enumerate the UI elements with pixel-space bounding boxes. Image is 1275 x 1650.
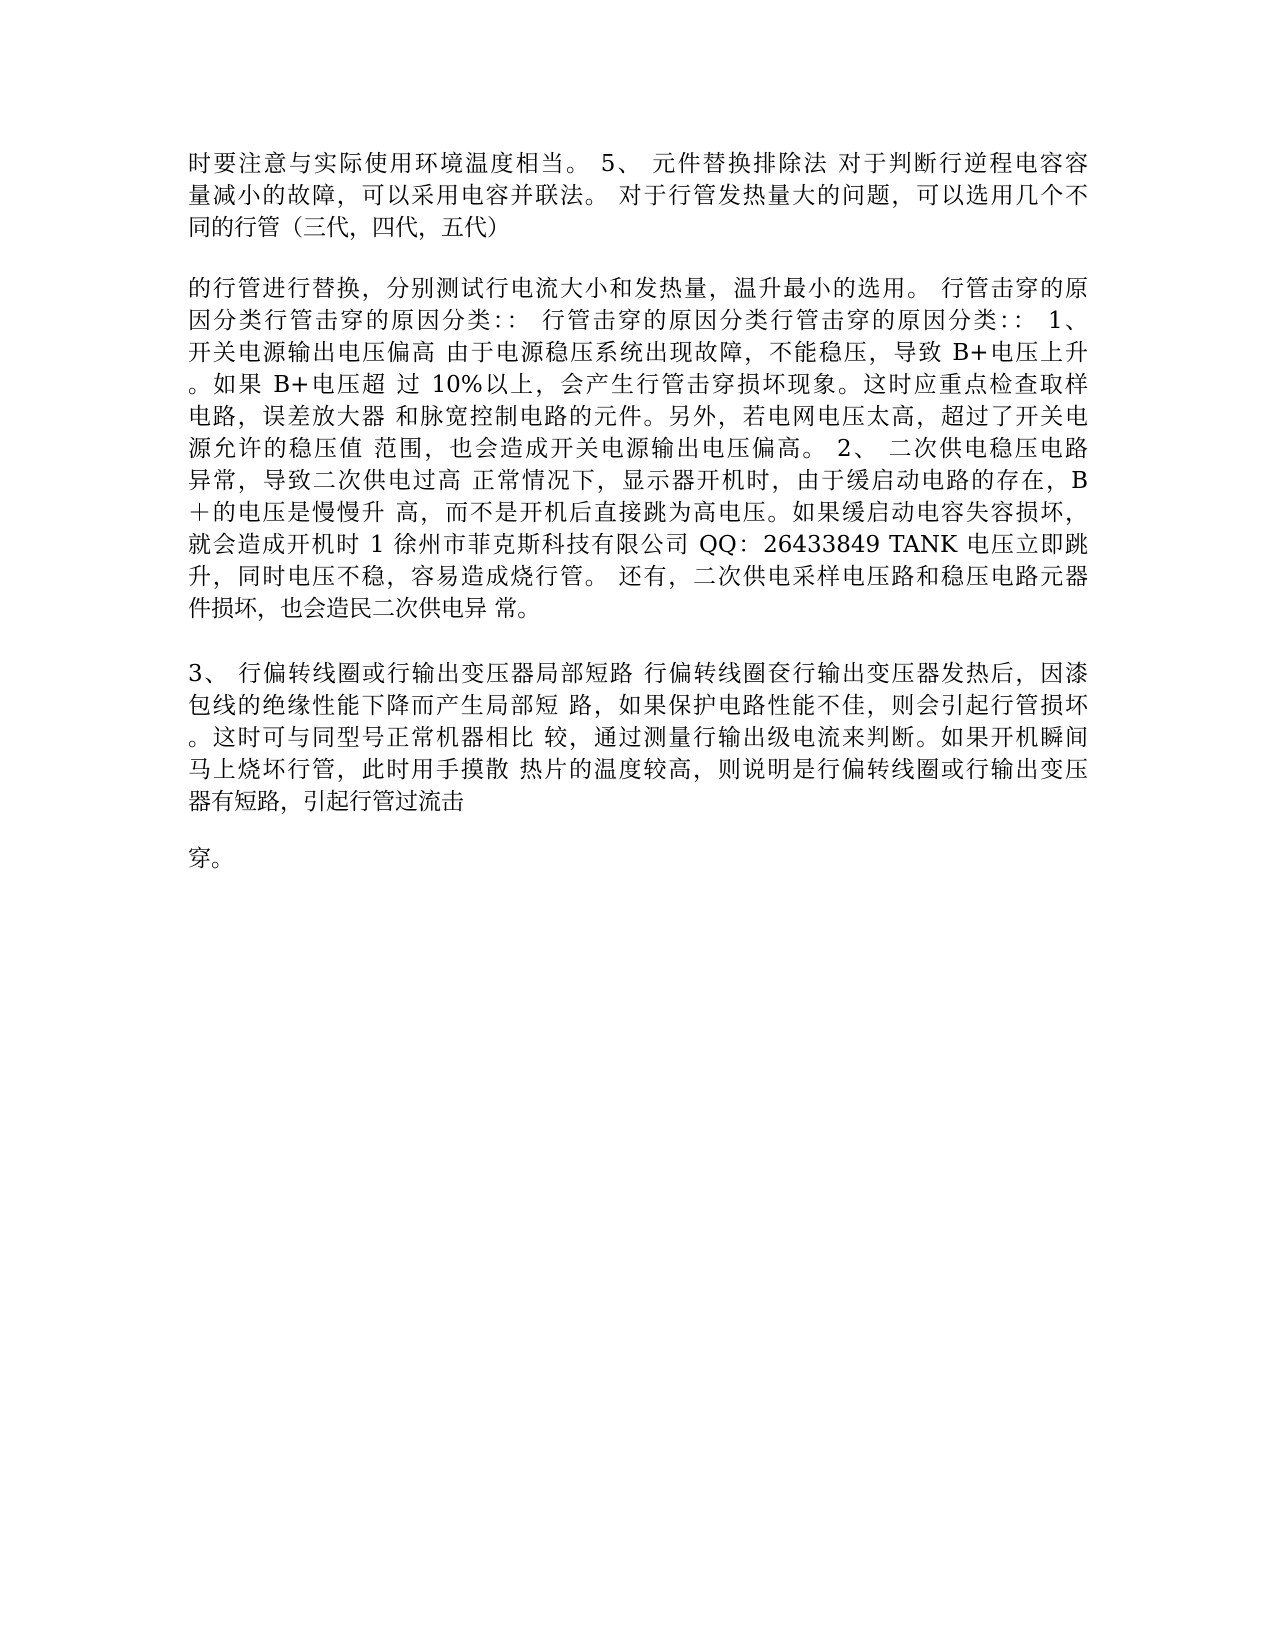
text-line: 源允许的稳压值 范围，也会造成开关电源输出电压偏高。 2、 二次供电稳压电路 (188, 436, 1088, 462)
text-line: 包线的绝缘性能下降而产生局部短 路，如果保护电路性能不佳，则会引起行管损坏 (188, 693, 1088, 719)
paragraph (188, 658, 1088, 818)
text-line: 件损坏，也会造民二次供电异 常。 (188, 596, 541, 622)
text-line: 穿。 (188, 846, 234, 872)
text-line: 3、 行偏转线圈或行输出变压器局部短路 行偏转线圈奁行输出变压器发热后，因漆 (188, 661, 1088, 687)
paragraph (188, 148, 1088, 244)
text-line: ＋的电压是慢慢升 高，而不是开机后直接跳为高电压。如果缓启动电容失容损坏， (188, 500, 1088, 526)
text-line: 马上烧坏行管，此时用手摸散 热片的温度较高，则说明是行偏转线圈或行输出变压 (188, 757, 1088, 783)
text-line: 电路，误差放大器 和脉宽控制电路的元件。另外，若电网电压太高，超过了开关电 (188, 404, 1088, 430)
text-line: 。这时可与同型号正常机器相比 较，通过测量行输出级电流来判断。如果开机瞬间 (188, 725, 1088, 751)
text-line: 的行管进行替换，分别测试行电流大小和发热量，温升最小的选用。 行管击穿的原 (188, 276, 1088, 302)
text-line: 异常，导致二次供电过高 正常情况下，显示器开机时，由于缓启动电路的存在，B (188, 468, 1088, 494)
text-line: 就会造成开机时 1 徐州市菲克斯科技有限公司 QQ：26433849 TANK 电压立即跳 (188, 532, 1088, 558)
text-line: 时要注意与实际使用环境温度相当。 5、 元件替换排除法 对于判断行逆程电容容 (188, 151, 1088, 177)
text-line: 开关电源输出电压偏高 由于电源稳压系统出现故障，不能稳压，导致 B+电压上升 (188, 340, 1088, 366)
paragraph (188, 273, 1088, 625)
text-line: 器有短路，引起行管过流击 (188, 789, 464, 815)
text-line: 同的行管（三代，四代，五代） (188, 215, 510, 241)
text-line: 量减小的故障，可以采用电容并联法。 对于行管发热量大的问题，可以选用几个不 (188, 183, 1088, 209)
text-line: 升，同时电压不稳，容易造成烧行管。 还有，二次供电采样电压路和稳压电路元器 (188, 564, 1088, 590)
text-line: 因分类行管击穿的原因分类：： 行管击穿的原因分类行管击穿的原因分类：： 1、 (188, 308, 1088, 334)
paragraph (188, 843, 1088, 875)
text-line: 。如果 B+电压超 过 10%以上，会产生行管击穿损坏现象。这时应重点检查取样 (188, 372, 1088, 398)
